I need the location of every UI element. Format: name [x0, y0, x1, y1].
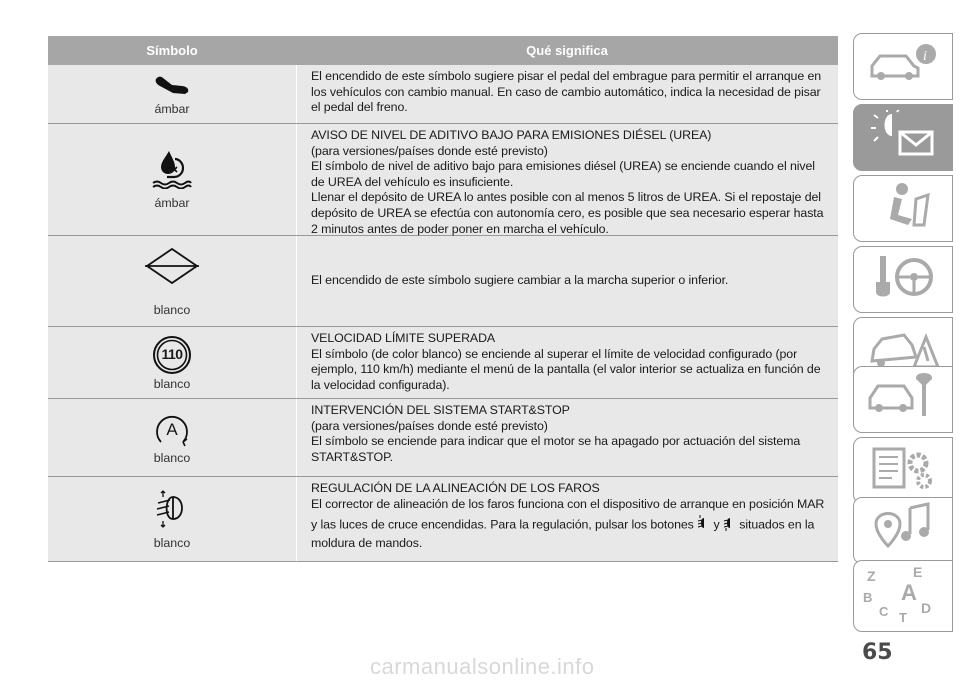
symbol-color: blanco — [153, 535, 191, 550]
page-number: 65 — [862, 640, 893, 665]
meaning-cell: INTERVENCIÓN DEL SISTEMA START&STOP (para versiones/países donde esté previsto) El símbolo se enciende para indicar que el motor se ha apagado por actuación del sistema START&STOP. — [311, 403, 801, 464]
table-row — [48, 477, 838, 562]
seat-airbag-icon — [868, 181, 938, 236]
headlight-up-button-icon — [697, 515, 710, 536]
specs-gears-icon — [866, 443, 940, 498]
meaning-cell: El encendido de este símbolo sugiere pisar el pedal del embrague para permitir el arranque en los vehículos con cambio manual. En caso de cambio automático, indica la necesidad de pisar el pedal del freno. — [311, 69, 822, 115]
tab-seat-airbag[interactable] — [853, 175, 953, 242]
tab-car-service[interactable] — [853, 366, 953, 433]
tab-multimedia[interactable] — [853, 497, 953, 564]
tab-specs[interactable] — [853, 437, 953, 504]
symbol-color: blanco — [153, 302, 191, 317]
svg-text:i: i — [923, 49, 927, 64]
table-row — [48, 65, 838, 124]
meaning-cell: VELOCIDAD LÍMITE SUPERADA El símbolo (de color blanco) se enciende al superar el límite de velocidad configurado (por ejemplo, 110 km/h) mediante el menú de la pantalla (el valor interior se actualiza en función de la velocidad configurada). — [311, 331, 821, 392]
gear-shift-indicator-icon — [144, 246, 200, 291]
symbol-cell — [48, 327, 297, 398]
symbol-cell — [48, 399, 297, 476]
index-letters: Z E B A C D T — [863, 564, 932, 625]
symbol-color: blanco — [153, 450, 191, 465]
header-meaning: Qué significa — [526, 43, 608, 58]
speed-limit-value: 110 — [161, 345, 183, 362]
clutch-pedal-icon — [152, 73, 192, 100]
table-header — [48, 36, 838, 65]
key-steering-icon — [868, 252, 938, 307]
meaning-cell: REGULACIÓN DE LA ALINEACIÓN DE LOS FAROS El corrector de alineación de los faros funciona con el dispositivo de arranque en posición MAR y las luces de cruce encendidas. Para la regulación, pulsar los botones y situados en la moldura de mandos. — [311, 481, 825, 550]
warning-lights-table — [48, 36, 838, 562]
car-info-icon — [866, 42, 940, 91]
headlight-levelling-icon — [151, 489, 193, 534]
symbol-cell — [48, 477, 297, 561]
table-row — [48, 399, 838, 477]
watermark: carmanualsonline.info — [370, 654, 595, 679]
tab-warning-lights[interactable] — [853, 104, 953, 171]
warning-lights-icon — [866, 110, 940, 165]
meaning-cell: AVISO DE NIVEL DE ADITIVO BAJO PARA EMISIONES DIÉSEL (UREA) (para versiones/países donde esté previsto) El símbolo de nivel de aditivo bajo para emisiones diésel (UREA) se enciende cuando el nivel de UREA del vehículo es insuficiente. Llenar el depósito de UREA lo antes posible con al menos 5 litros de UREA. Si el repostaje del depósito de UREA se efectúa con autonomía cero, es posible que sea necesario esperar hasta 2 minutos antes de poder poner en marcha el vehículo. — [311, 128, 824, 236]
table-row — [48, 236, 838, 327]
start-stop-icon — [152, 411, 192, 449]
car-service-icon — [866, 372, 940, 427]
table-row — [48, 124, 838, 236]
multimedia-icon — [866, 500, 940, 561]
header-symbol: Símbolo — [146, 43, 198, 58]
meaning-cell: El encendido de este símbolo sugiere cambiar a la marcha superior o inferior. — [311, 273, 729, 288]
symbol-color: ámbar — [154, 196, 190, 210]
speed-limit-icon — [152, 335, 192, 375]
tab-key-steering[interactable] — [853, 246, 953, 313]
symbol-cell — [48, 124, 297, 235]
tab-index[interactable] — [853, 560, 953, 632]
table-row — [48, 327, 838, 399]
symbol-cell — [48, 65, 297, 123]
tab-car-info[interactable] — [853, 33, 953, 100]
headlight-down-button-icon — [723, 515, 736, 536]
symbol-color: blanco — [153, 376, 191, 391]
urea-level-icon — [150, 149, 194, 194]
start-stop-letter: A — [166, 419, 178, 439]
symbol-color: ámbar — [154, 101, 190, 116]
symbol-cell — [48, 236, 297, 326]
